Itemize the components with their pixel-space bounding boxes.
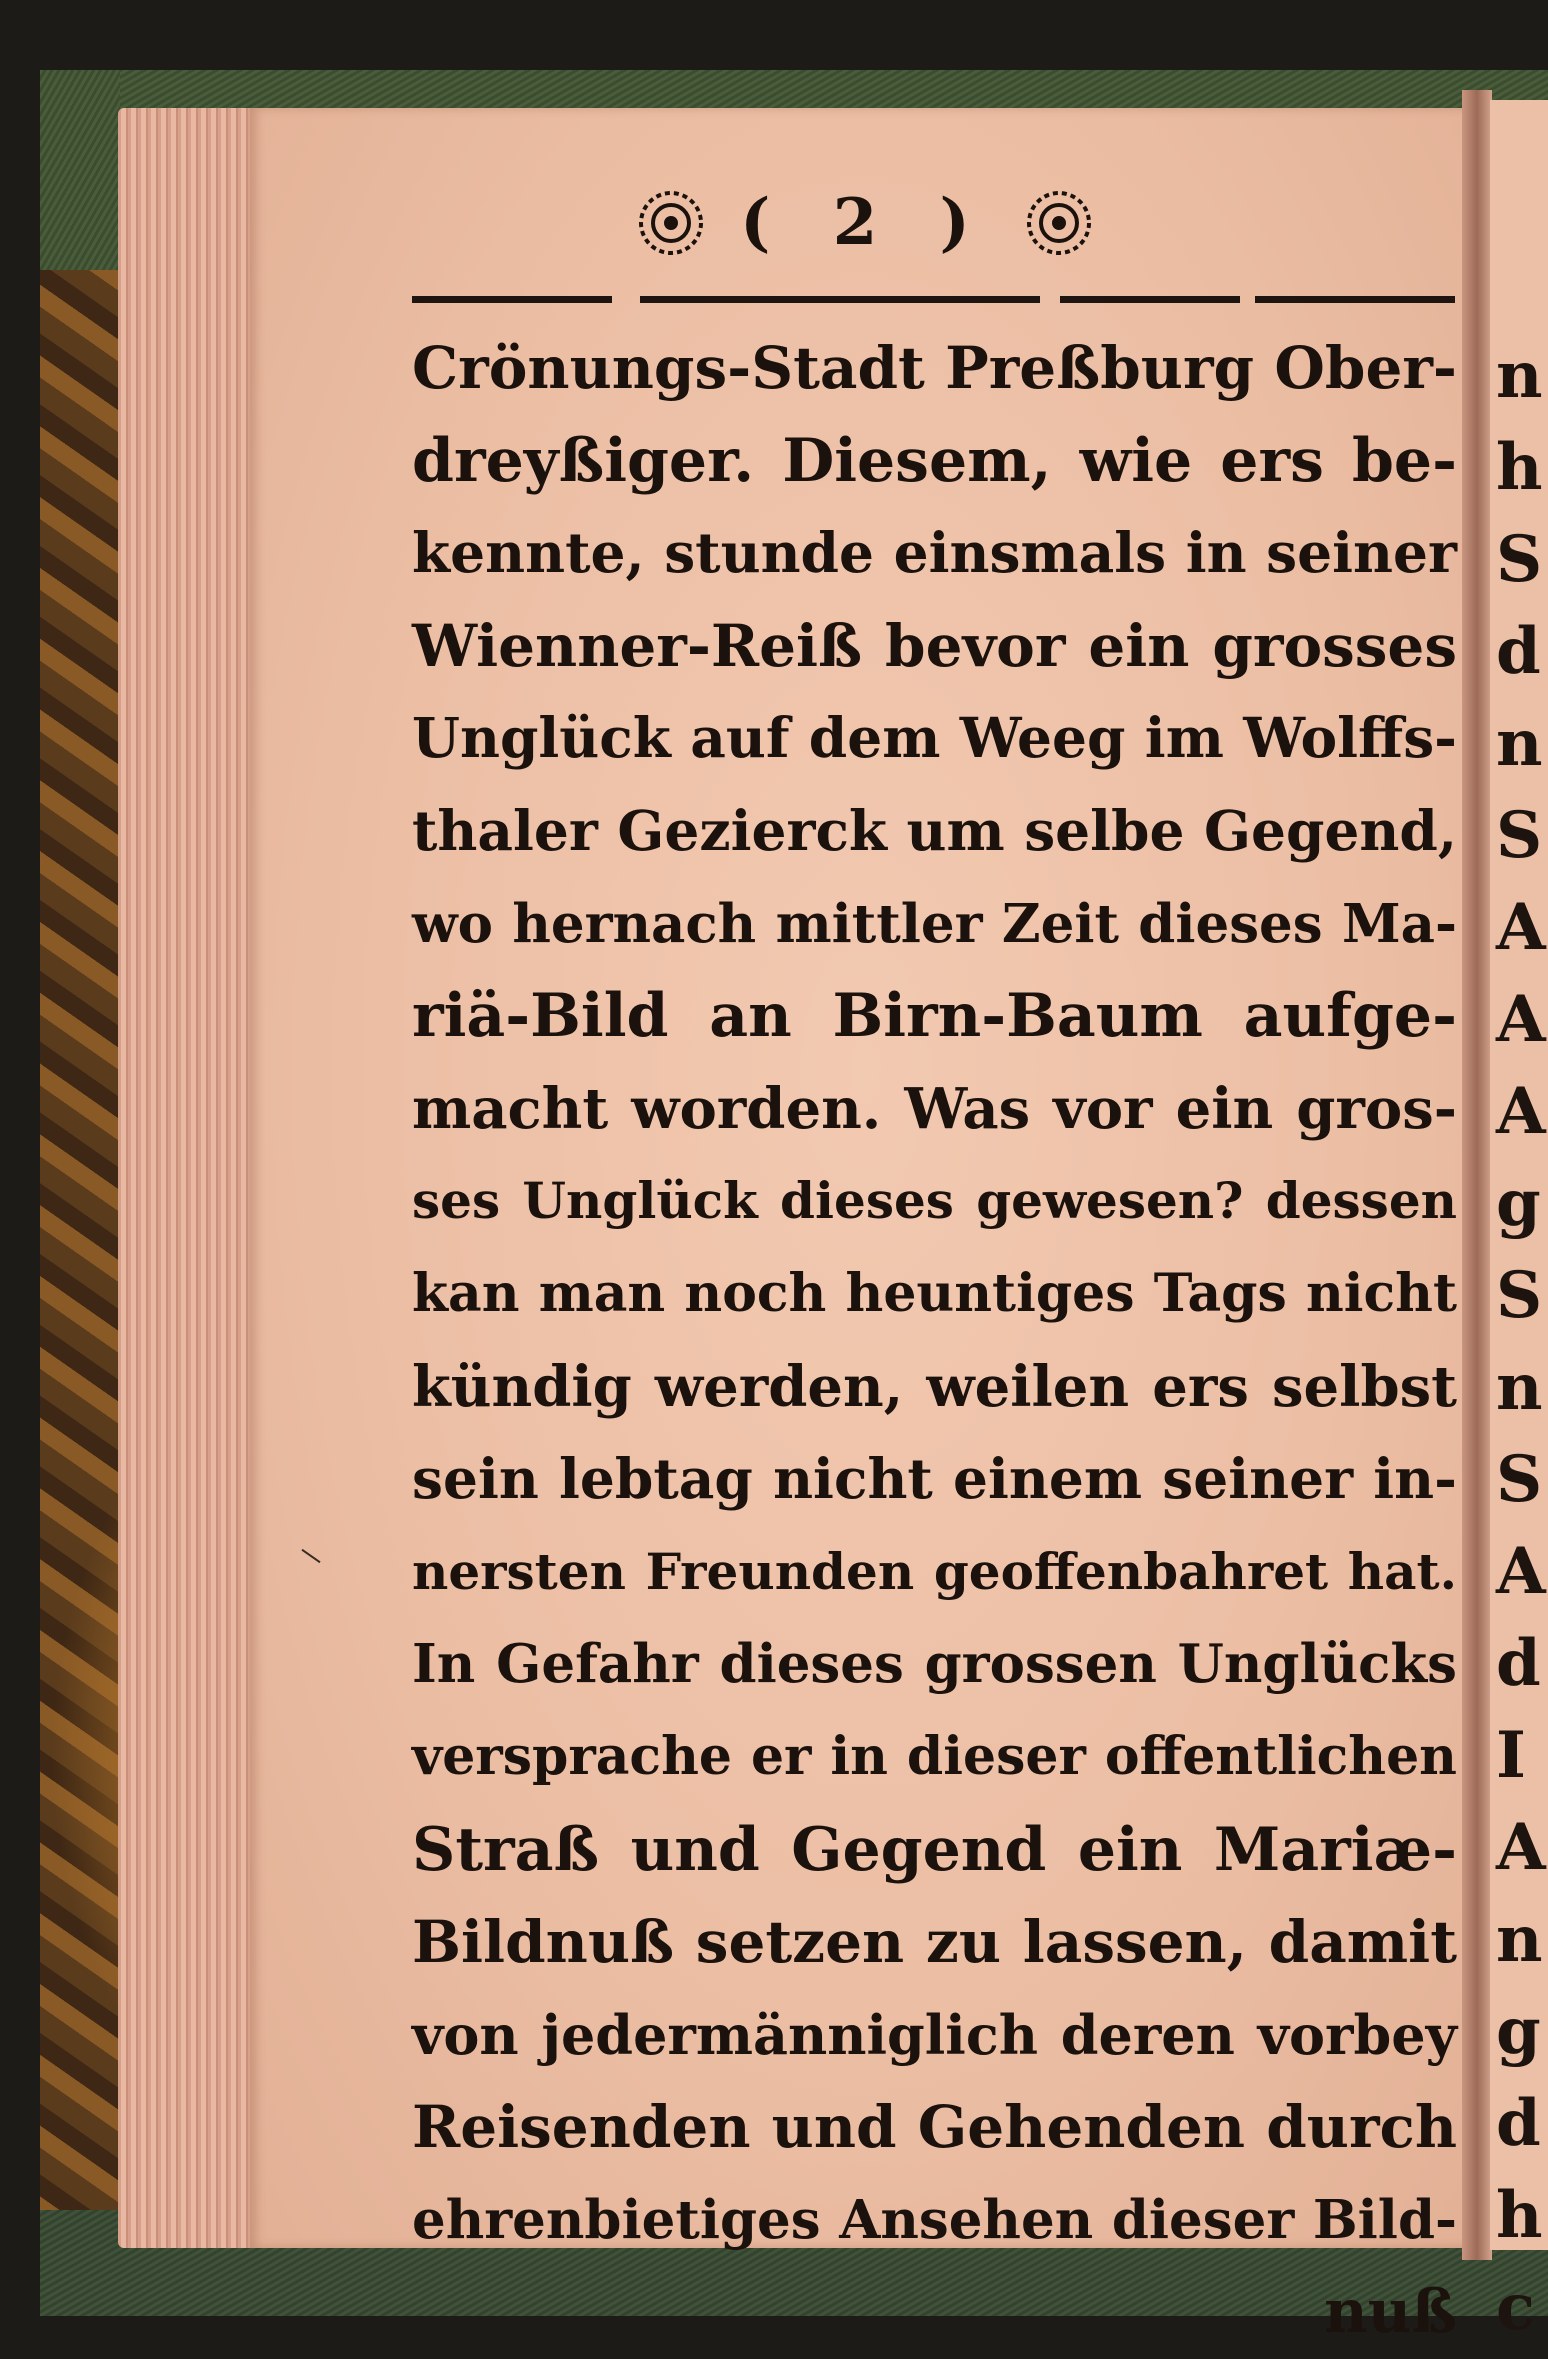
text-line: sein lebtag nicht einem seiner in- xyxy=(412,1446,1457,1512)
text-line: dreyßiger. Diesem, wie ers be- xyxy=(412,425,1457,496)
catchword: nuß xyxy=(1324,2277,1457,2348)
text-line: thaler Gezierck um selbe Gegend, xyxy=(412,797,1457,863)
rosette-ornament-icon xyxy=(635,187,707,259)
text-line: Reisenden und Gehenden durch xyxy=(412,2093,1457,2162)
page-gutter xyxy=(1462,90,1492,2260)
text-line: riä-Bild an Birn-Baum aufge- xyxy=(412,981,1457,1052)
rosette-ornament-icon xyxy=(1023,187,1095,259)
text-line: ehrenbietiges Ansehen dieser Bild- xyxy=(412,2188,1457,2251)
header-rule xyxy=(412,296,612,303)
page-header xyxy=(250,185,1480,285)
text-line: In Gefahr dieses grossen Unglücks xyxy=(412,1633,1457,1696)
page-edges xyxy=(118,108,268,2248)
text-line: Crönungs-Stadt Preßburg Ober- xyxy=(412,334,1457,402)
header-rule xyxy=(1060,296,1240,303)
text-line: nersten Freunden geoffenbahret hat. xyxy=(412,1541,1457,1601)
text-line: versprache er in dieser offentlichen xyxy=(412,1725,1457,1787)
text-line: ses Unglück dieses gewesen? dessen xyxy=(412,1171,1457,1231)
text-line: Wienner-Reiß bevor ein grosses xyxy=(412,611,1457,680)
body-text xyxy=(412,322,1457,2359)
text-line: wo hernach mittler Zeit dieses Ma- xyxy=(412,892,1457,955)
header-rule xyxy=(1255,296,1455,303)
text-line: kennte, stunde einsmals in seiner xyxy=(412,520,1457,586)
cover-corner-cloth xyxy=(40,70,120,270)
facing-page-edge xyxy=(1490,100,1548,2345)
text-line: macht worden. Was vor ein gros- xyxy=(412,1075,1457,1142)
text-line: Straß und Gegend ein Mariæ- xyxy=(412,1814,1457,1885)
text-line: von jedermänniglich deren vorbey xyxy=(412,2002,1457,2067)
header-rule xyxy=(640,296,1040,303)
facing-page-text: n h S d n S A A A g S n S A d I A n g d h c xyxy=(1496,338,1546,2345)
text-line: Bildnuß setzen zu lassen, damit xyxy=(412,1908,1457,1977)
text-line: Unglück auf dem Weeg im Wolffs- xyxy=(412,705,1457,771)
text-line: kan man noch heuntiges Tags nicht xyxy=(412,1262,1457,1324)
text-line: kündig werden, weilen ers selbst xyxy=(412,1353,1457,1420)
page-number: ( 2 ) xyxy=(740,185,990,260)
